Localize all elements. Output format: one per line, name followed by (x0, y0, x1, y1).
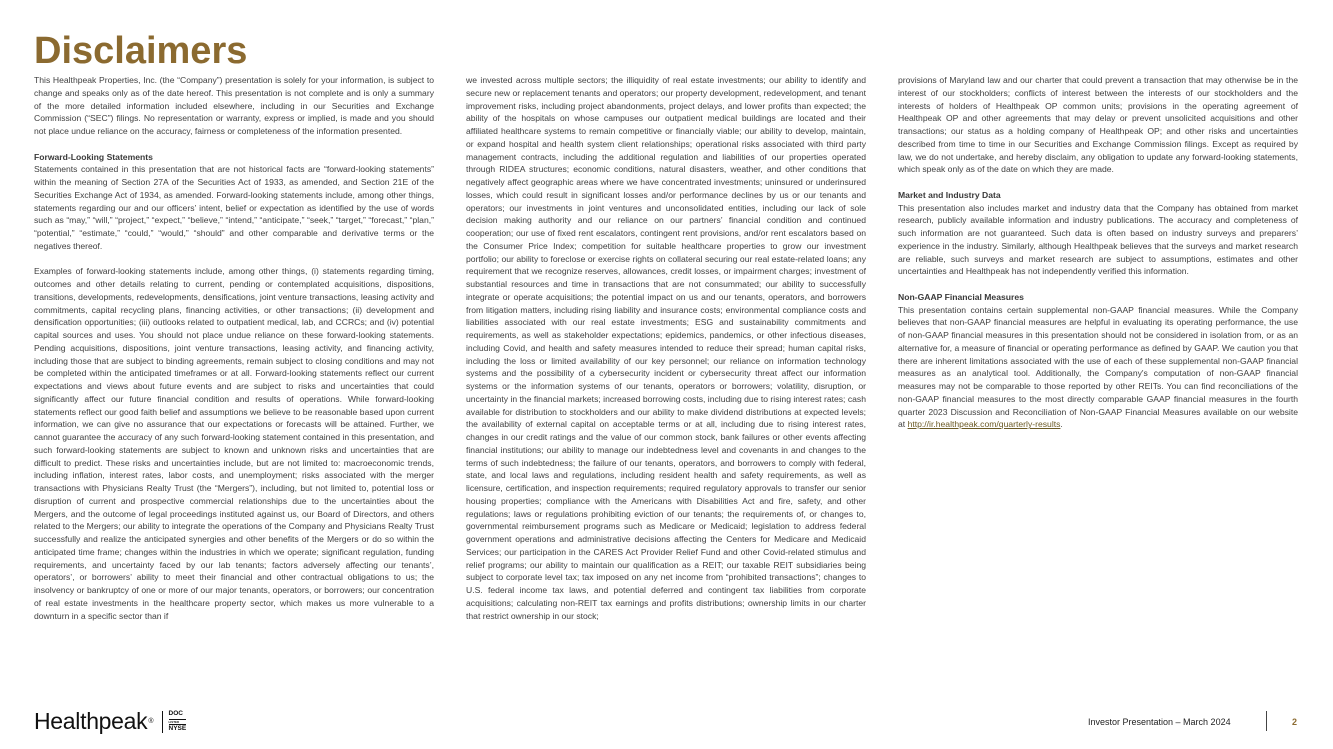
logo-wordmark: Healthpeak (34, 708, 148, 734)
ticker-listed: LISTED (169, 719, 187, 725)
market-data-heading: Market and Industry Data (898, 189, 1001, 200)
registered-mark: ® (148, 718, 154, 725)
forward-looking-paragraph-2: Examples of forward-looking statements include, among other things, (i) statements regarding timing, outcomes and other details relating to current, pending or contemplated acquisitions, dispositions, transitions, developments, redevelopments, densifications, joint venture transactions, leasing activity and commitments, capital recycling plans, financing activities, or other transactions; (ii) development and densification opportunities; (iii) outlooks related to outpatient medical, lab, and CCRCs; and (iv) potential capital sources and uses. You should not place undue reliance on these forward-looking statements. Pending acquisitions, dispositions, joint venture transactions, leasing activity, and financing activity, including those that are subject to binding agreements, remain subject to closing conditions and may not be completed within the anticipated timeframes or at all. Forward-looking statements reflect our current expectations and views about future events and are subject to risks and uncertainties that could significantly affect our future financial condition and results of operations. While forward-looking statements reflect our good faith belief and assumptions we believe to be reasonable based upon current information, we can give no assurance that our expectations or forecasts will be attained. Further, we cannot guarantee the accuracy of any such forward-looking statement contained in this presentation, and such forward-looking statements are subject to known and unknown risks and uncertainties that are difficult to predict. These risks and uncertainties include, but are not limited to: macroeconomic trends, including inflation, interest rates, labor costs, and unemployment; risks associated with the merger transactions with Physicians Realty Trust (the “Mergers”), including, but not limited to, potential loss or disruption of current and prospective commercial relationships due to the uncertainties about the Mergers, and the outcome of legal proceedings instituted against us, our Board of Directors, and others related to the Mergers; our ability to integrate the operations of the Company and Physicians Realty Trust successfully and realize the anticipated synergies and other benefits of the Mergers or do so within the anticipated time frame; changes within the industries in which we operate; significant regulation, funding requirements, and uncertainty faced by our lab tenants; factors adversely affecting our tenants’, operators’, or borrowers’ ability to meet their financial and other contractual obligations to us; the insolvency or bankruptcy of one or more of our major tenants, operators, or borrowers; our concentration of real estate investments in the healthcare property sector, which makes us more vulnerable to a downturn in a specific sector than if (34, 266, 434, 621)
healthpeak-logo (34, 708, 186, 735)
logo-divider (162, 711, 163, 733)
nyse-ticker-badge (169, 711, 187, 732)
quarterly-results-link[interactable]: http://ir.healthpeak.com/quarterly-results (907, 419, 1061, 430)
column-left (34, 74, 434, 622)
risk-factors-continued: provisions of Maryland law and our charter that could prevent a transaction that may otherwise be in the interest of our stockholders; conflicts of interest between the interests of our stockholders and the interests of holders of Healthpeak OP common units; provisions in the operating agreement of Healthpeak OP and other agreements that may delay or prevent unsolicited acquisitions and other transactions; our status as a holding company of Healthpeak OP; and other risks and uncertainties described from time to time in our Securities and Exchange Commission filings. Except as required by law, we do not undertake, and hereby disclaim, any obligation to update any forward-looking statements, which speak only as of the date on which they are made. (898, 75, 1298, 175)
footer-divider (1266, 711, 1267, 731)
ticker-symbol: DOC (168, 710, 183, 717)
non-gaap-text: This presentation contains certain supplemental non-GAAP financial measures. While the Company believes that non-GAAP financial measures are helpful in evaluating its operating performance, the use of non-GAAP financial measures in this presentation should not be considered in isolation from, or as an alternative for, a measure of financial or operating performance as defined by GAAP. We caution you that there are inherent limitations associated with the use of each of these supplemental non-GAAP financial measures as an analytical tool. Additionally, the Company's computation of non-GAAP financial measures may not be comparable to those reported by other REITs. You can find reconciliations of the non-GAAP financial measures to the most directly comparable GAAP financial measures in the fourth quarter 2023 Discussion and Reconciliation of Non-GAAP Financial Measures available on our website at (898, 304, 1298, 430)
market-data-paragraph: This presentation also includes market and industry data that the Company has obtained from market research, publicly available information and industry publications. The accuracy and completeness of such information are not guaranteed. Such data is often based on industry surveys and preparers’ experience in the industry. Similarly, although Healthpeak believes that the surveys and market research are reliable, such surveys and market research are subject to assumptions, estimates and other uncertainties and Healthpeak has not independently verified this information. (898, 202, 1298, 277)
risk-factors-paragraph: we invested across multiple sectors; the illiquidity of real estate investments; our ability to identify and secure new or replacement tenants and operators; our property development, redevelopment, and tenant improvement risks, including project abandonments, project delays, and lower profits than expected; the ability of the hospitals on whose campuses our outpatient medical buildings are located and their affiliated healthcare systems to remain competitive or financially viable; our ability to develop, maintain, or expand hospital and health system client relationships; operational risks associated with third party management contracts, including the additional regulation and liabilities of our properties operated through RIDEA structures; economic conditions, natural disasters, weather, and other conditions that negatively affect geographic areas where we have concentrated investments; uninsured or underinsured losses, which could result in significant losses and/or performance declines by us or our tenants and operators; our investments in joint ventures and unconsolidated entities, including our lack of sole decision making authority and our reliance on our partners’ financial condition and continued cooperation; our use of fixed rent escalators, contingent rent provisions, and/or rent escalators based on the Consumer Price Index; competition for suitable healthcare properties to grow our investment portfolio; our ability to foreclose or exercise rights on collateral securing our real estate-related loans; any requirement that we recognize reserves, allowances, credit losses, or impairment charges; investment of substantial resources and time in transactions that are not consummated; our ability to successfully integrate or operate acquisitions; the potential impact on us and our tenants, operators, and borrowers from litigation matters, including rising liability and insurance costs; environmental compliance costs and liabilities associated with our real estate investments; ESG and sustainability commitments and requirements, as well as stakeholder expectations; epidemics, pandemics, or other infectious diseases, including Covid, and health and safety measures intended to reduce their spread; human capital risks, including the loss or limited availability of our key personnel; our reliance on information technology systems and the possibility of a cybersecurity incident or cybersecurity threat affect our information systems or the information systems of our tenants, operators or borrowers; volatility, disruption, or uncertainty in the financial markets; increased borrowing costs, including due to rising interest rates; cash available for distribution to stockholders and our ability to make dividend distributions at expected levels; the availability of external capital on acceptable terms or at all, including due to rising interest rates, changes in our credit ratings and the value of our common stock, bank failures or other events affecting financial institutions; our ability to manage our indebtedness level and covenants in and changes to the terms of such indebtedness; the failure of our tenants, operators, and borrowers to comply with federal, state, and local laws and regulations, including resident health and safety requirements, as well as licensure, certification, and inspection requirements; required regulatory approvals to transfer our senior housing properties; compliance with the Americans with Disabilities Act and fire, safety, and other regulations; laws or regulations prohibiting eviction of our tenants; the requirements of, or changes to, governmental reimbursement programs such as Medicare or Medicaid; legislation to address federal government operations and administrative decisions affecting the Centers for Medicare and Medicaid Services; our participation in the CARES Act Provider Relief Fund and other Covid-related stimulus and relief programs; our ability to maintain our qualification as a REIT; our taxable REIT subsidiaries being subject to corporate level tax; tax imposed on any net income from “prohibited transactions”; changes to U.S. federal income tax laws, and potential deferred and contingent tax liabilities from corporate acquisitions; calculating non-REIT tax earnings and profits distributions; ownership limits in our charter that restrict ownership in our stock; (466, 75, 866, 621)
non-gaap-heading: Non-GAAP Financial Measures (898, 291, 1024, 302)
page-title: Disclaimers (34, 30, 248, 72)
intro-paragraph: This Healthpeak Properties, Inc. (the “Company”) presentation is solely for your information, is subject to change and speaks only as of the date hereof. This presentation is not complete and is only a summary of the more detailed information included elsewhere, including in our Securities and Exchange Commission (“SEC”) filings. No representation or warranty, express or implied, is made and you should not place undue reliance on the accuracy, fairness or completeness of the information presented. (34, 75, 434, 136)
non-gaap-tail: . (1060, 419, 1063, 430)
non-gaap-paragraph (898, 304, 1298, 432)
column-middle (466, 74, 866, 622)
presentation-label: Investor Presentation – March 2024 (1088, 717, 1231, 727)
page-number: 2 (1292, 717, 1298, 727)
ticker-exchange: NYSE (168, 724, 187, 732)
forward-looking-paragraph-1: Statements contained in this presentation that are not historical facts are “forward-looking statements” within the meaning of Section 27A of the Securities Act of 1933, as amended, and Section 21E of the Securities Exchange Act of 1934, as amended. Forward-looking statements include, among other things, statements regarding our and our officers’ intent, belief or expectation as identified by the use of words such as “may,” “will,” “project,” “expect,” “believe,” “intend,” “anticipate,” “seek,” “target,” “forecast,” “plan,” “potential,” “estimate,” “could,” “would,” “should” and other comparable and derivative terms or the negatives thereof. (34, 164, 434, 251)
forward-looking-heading: Forward-Looking Statements (34, 151, 153, 162)
column-right (898, 74, 1298, 431)
